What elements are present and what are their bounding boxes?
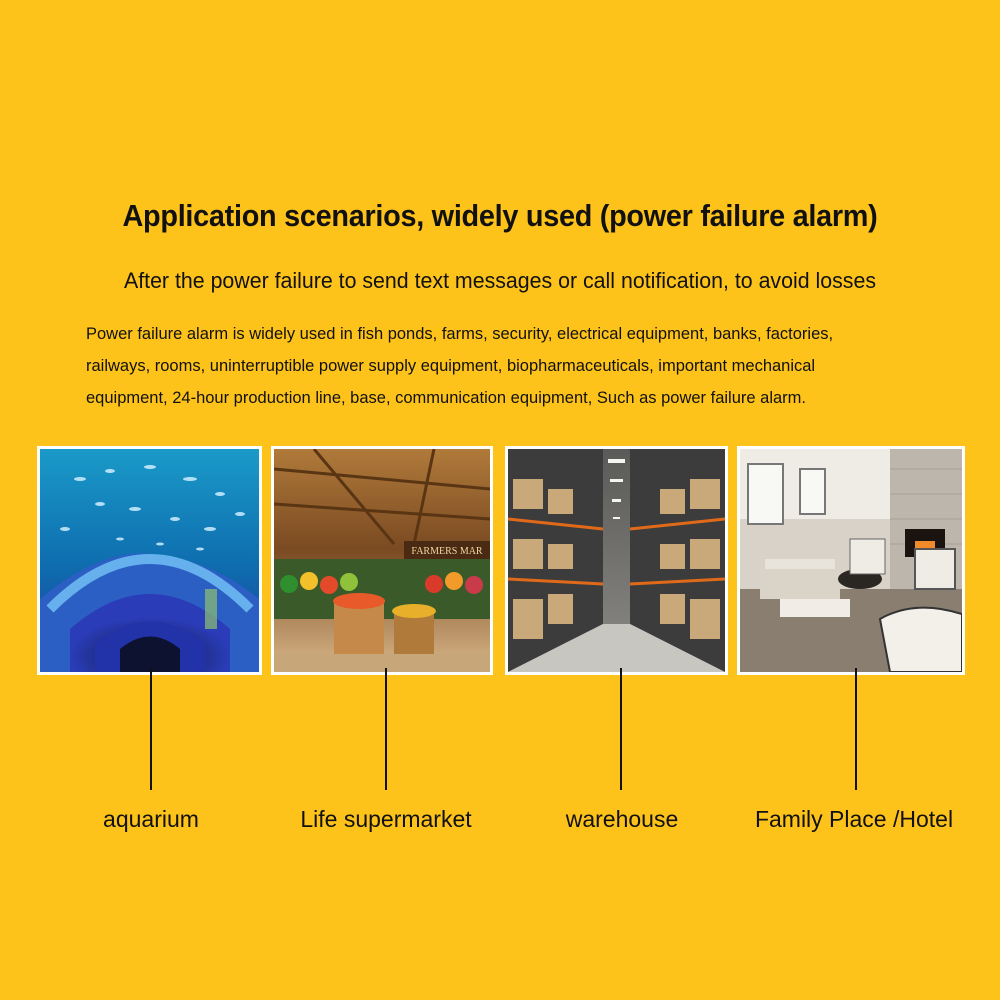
connector-line (855, 668, 857, 790)
page-subtitle: After the power failure to send text messages or call notification, to avoid losses (123, 268, 877, 293)
description-line: railways, rooms, uninterruptible power supply equipment, biopharmaceuticals, important mechanical (86, 357, 816, 375)
farmers-market-sign: FARMERS MAR (411, 546, 483, 557)
label-aquarium: aquarium (103, 806, 199, 832)
supermarket-photo (271, 446, 493, 675)
label-warehouse: warehouse (565, 806, 679, 832)
connector-line (150, 668, 152, 790)
warehouse-photo (505, 446, 728, 675)
label-life-supermarket: Life supermarket (300, 806, 472, 832)
page-title: Application scenarios, widely used (power failure alarm) (122, 198, 878, 233)
connector-line (385, 668, 387, 790)
description-line: Power failure alarm is widely used in fish ponds, farms, security, electrical equipment, banks, factories, (86, 325, 834, 343)
description-text (86, 318, 932, 414)
hotel-photo (737, 446, 965, 675)
label-family-place-hotel: Family Place /Hotel (754, 806, 954, 832)
aquarium-photo (37, 446, 262, 675)
connector-line (620, 668, 622, 790)
description-line: equipment, 24-hour production line, base, communication equipment, Such as power failure alarm. (86, 389, 806, 407)
